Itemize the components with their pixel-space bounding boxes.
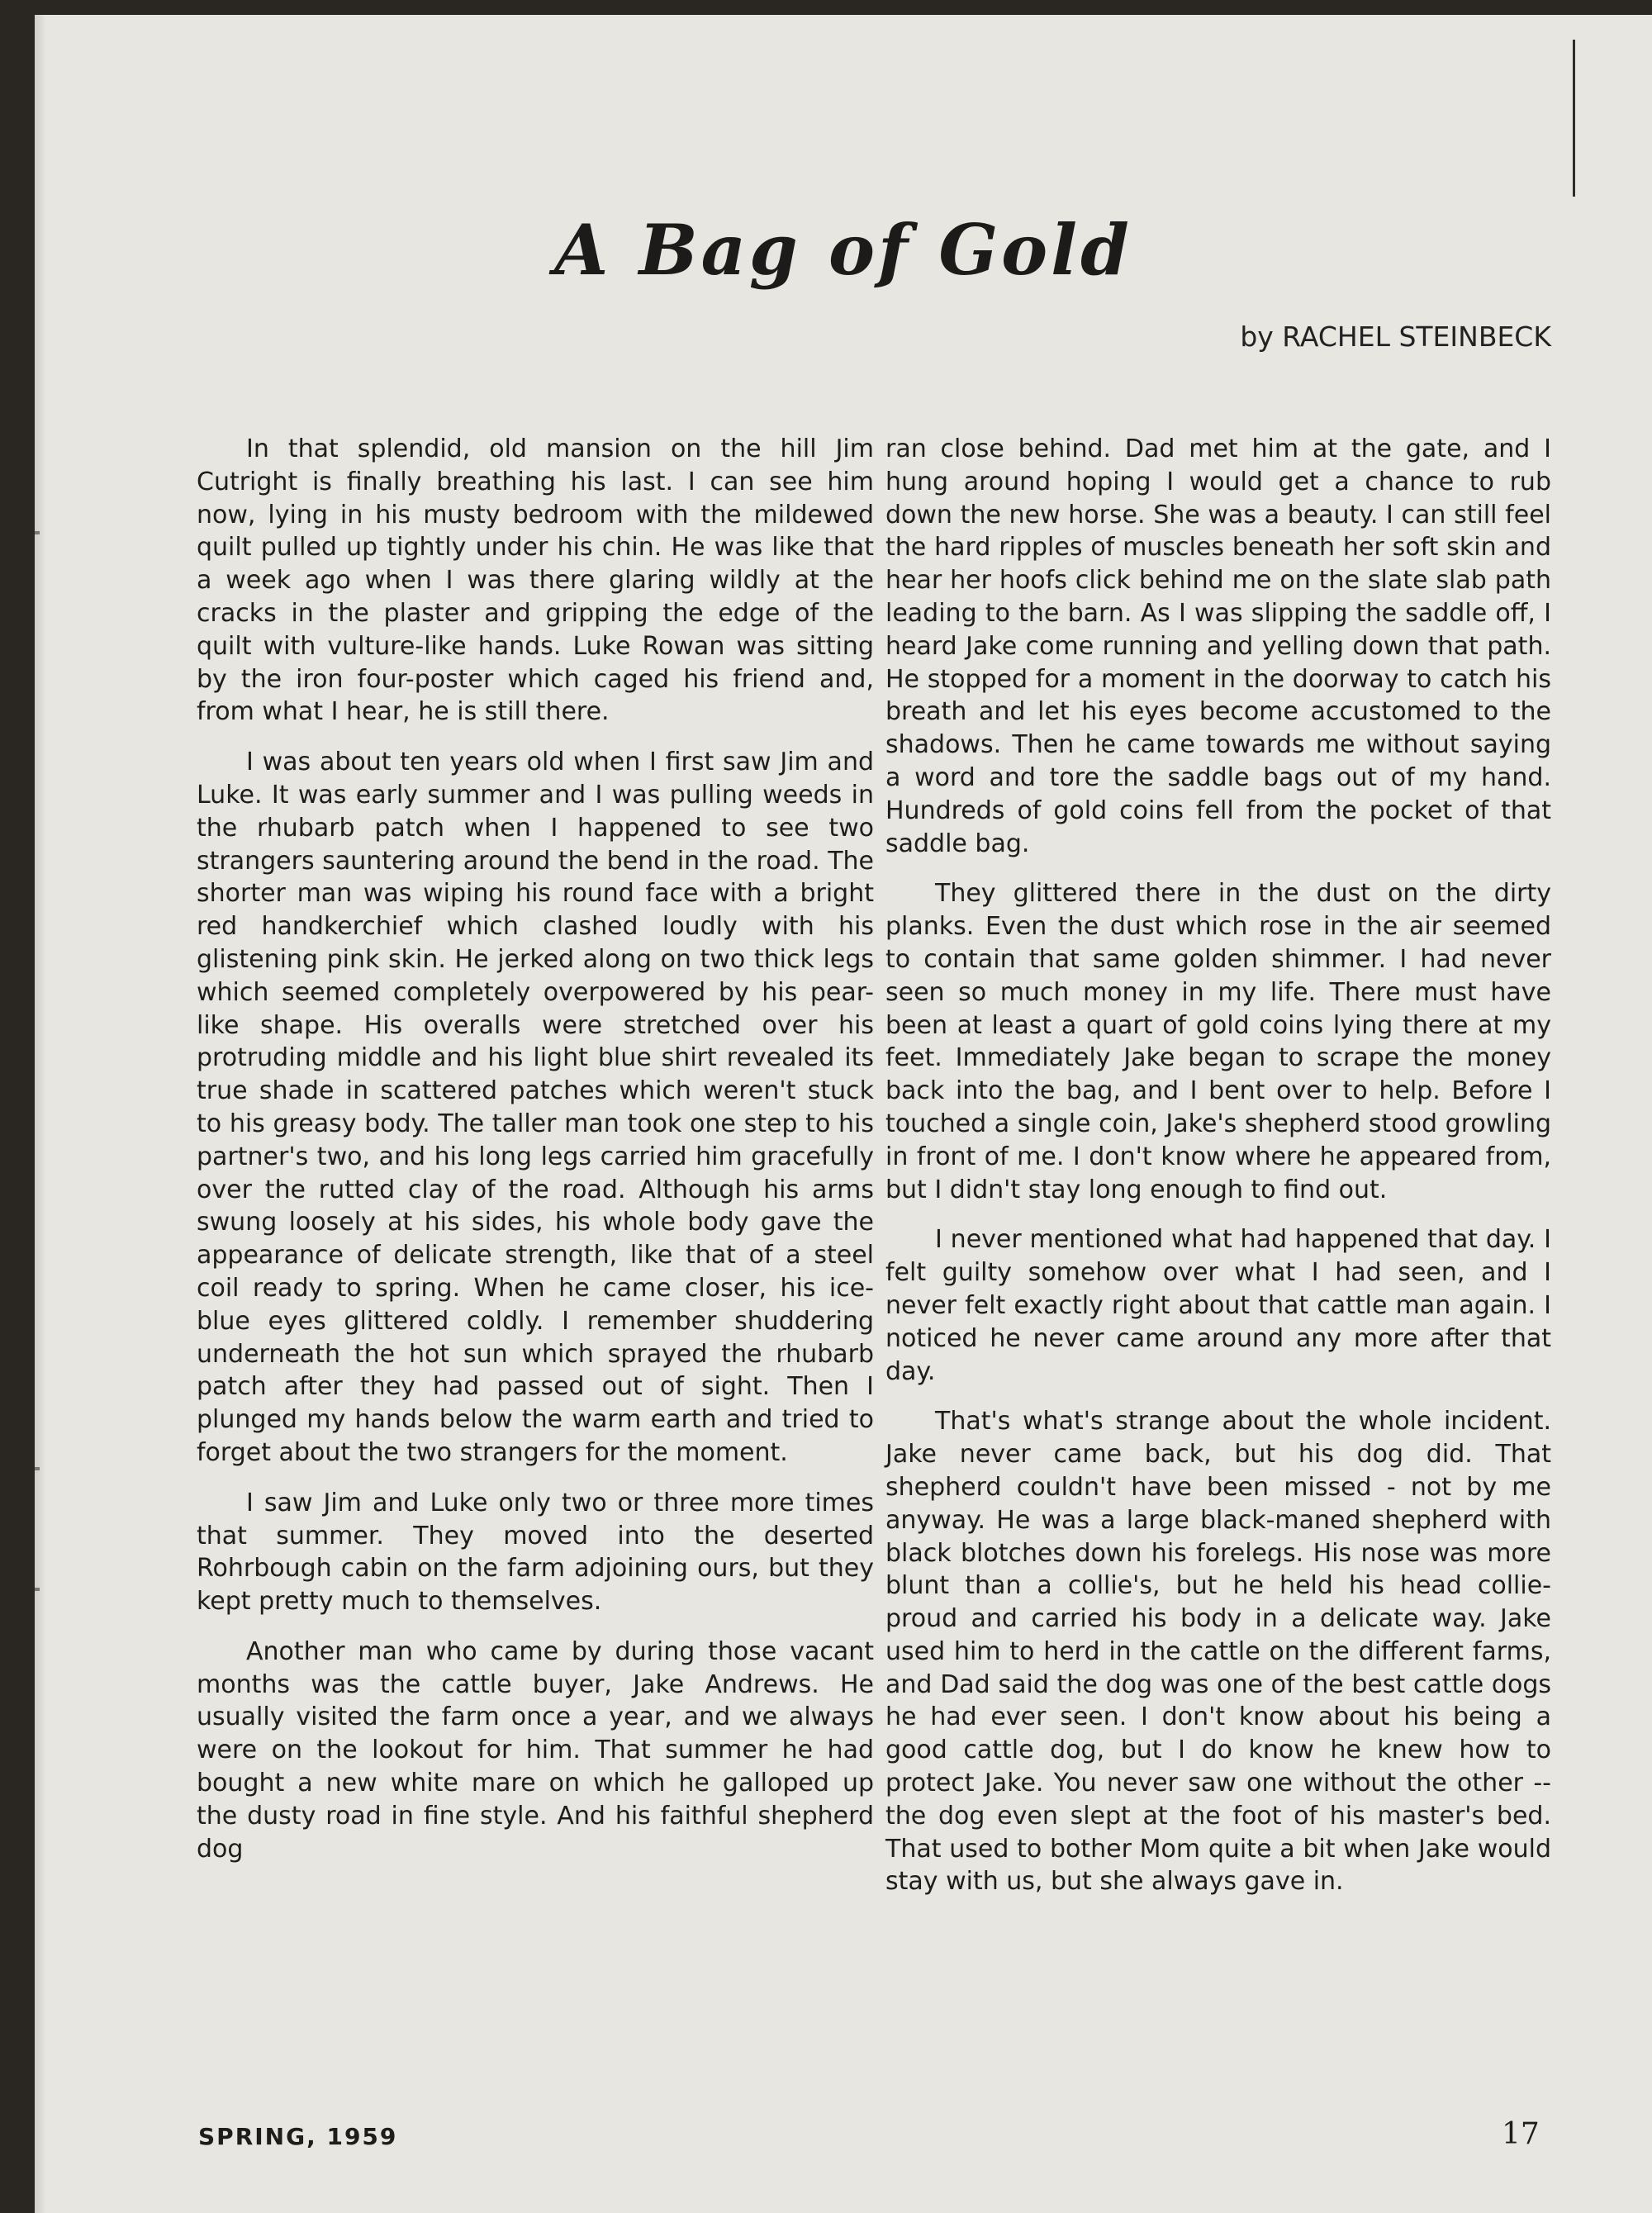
paragraph: I was about ten years old when I first saw Jim and Luke. It was early summer and I was pulling weeds in the rhubarb patch when I happened to see two strangers sauntering around the bend in the road. The shorter man was wiping his round face with a bright red handkerchief which clashed loudly with his glistening pink skin. He jerked along on two thick legs which seemed completely overpowered by his pear-like shape. His overalls were stretched over his protruding middle and his light blue shirt revealed its true shade in scattered patches which weren't stuck to his greasy body. The taller man took one step to his partner's two, and his long legs carried him gracefully over the rutted clay of the road. Although his arms swung loosely at his sides, his whole body gave the appearance of delicate strength, like that of a steel coil ready to spring. When he came closer, his ice-blue eyes glittered coldly. I remember shuddering underneath the hot sun which sprayed the rhubarb patch after they had passed out of sight. Then I plunged my hands below the warm earth and tried to forget about the two strangers for the moment. xyxy=(197,748,874,1467)
paragraph: ran close behind. Dad met him at the gate, and I hung around hoping I would get a chance to rub down the new horse. She was a beauty. I can still feel the hard ripples of muscles beneath her soft skin and hear her hoofs click behind me on the slate slab path leading to the barn. As I was slipping the saddle off, I heard Jake come running and yelling down that path. He stopped for a moment in the doorway to catch his breath and let his eyes become accustomed to the shadows. Then he came towards me without saying a word and tore the saddle bags out of my hand. Hundreds of gold coins fell from the pocket of that saddle bag. xyxy=(885,435,1551,858)
article-byline: by RACHEL STEINBECK xyxy=(1240,321,1551,353)
paragraph: In that splendid, old mansion on the hill Jim Cutright is finally breathing his last. I can see him now, lying in his musty bedroom with the mildewed quilt pulled up tightly under his chin. He was like that a week ago when I was there glaring wildly at the cracks in the plaster and gripping the edge of the quilt with vulture-like hands. Luke Rowan was sitting by the iron four-poster which caged his friend and, from what I hear, he is still there. xyxy=(197,435,874,727)
margin-rule xyxy=(1573,40,1575,197)
binding-mark xyxy=(35,531,40,534)
binding-shadow xyxy=(35,15,46,2213)
paragraph: That's what's strange about the whole incident. Jake never came back, but his dog did. That shepherd couldn't have been missed - not by me anyway. He was a large black-maned shepherd with black blotches down his forelegs. His nose was more blunt than a collie's, but he held his head collie-proud and carried his body in a delicate way. Jake used him to herd in the cattle on the different farms, and Dad said the dog was one of the best cattle dogs he had ever seen. I don't know about his being a good cattle dog, but I do know he knew how to protect Jake. You never saw one without the other -- the dog even slept at the foot of his master's bed. That used to bother Mom quite a bit when Jake would stay with us, but she always gave in. xyxy=(885,1407,1551,1897)
binding-mark xyxy=(35,1588,40,1591)
paragraph: I never mentioned what had happened that day. I felt guilty somehow over what I had seen, and I never felt exactly right about that cattle man again. I noticed he never came around any more after that day. xyxy=(885,1225,1551,1386)
issue-date: SPRING, 1959 xyxy=(198,2123,398,2150)
magazine-page xyxy=(35,15,1652,2213)
paragraph: Another man who came by during those vacant months was the cattle buyer, Jake Andrews. He usually visited the farm once a year, and we always were on the lookout for him. That summer he had bought a new white mare on which he galloped up the dusty road in fine style. And his faithful shepherd dog xyxy=(197,1636,874,1864)
binding-mark xyxy=(35,1467,40,1470)
article-title: A Bag of Gold xyxy=(554,209,1132,291)
paragraph: I saw Jim and Luke only two or three more times that summer. They moved into the deserted Rohrbough cabin on the farm adjoining ours, but they kept pretty much to themselves. xyxy=(197,1488,874,1617)
left-column xyxy=(197,433,874,1883)
page-number: 17 xyxy=(1502,2117,1540,2151)
paragraph: They glittered there in the dust on the dirty planks. Even the dust which rose in the air seemed to contain that same golden shimmer. I had never seen so much money in my life. There must have been at least a quart of gold coins lying there at my feet. Immediately Jake began to scrape the money back into the bag, and I bent over to help. Before I touched a single coin, Jake's shepherd stood growling in front of me. I don't know where he appeared from, but I didn't stay long enough to find out. xyxy=(885,879,1551,1204)
right-column xyxy=(885,433,1551,1916)
